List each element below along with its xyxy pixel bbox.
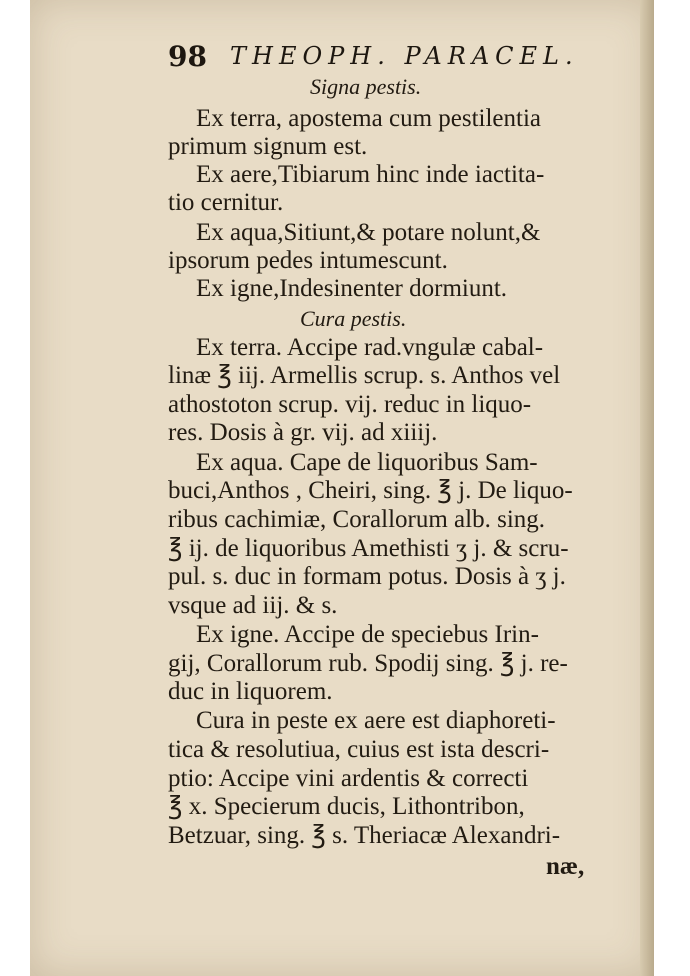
text-line: pul. s. duc in formam potus. Dosis à ʒ j. bbox=[168, 563, 566, 590]
text-line: Ex aqua,Sitiunt,& potare nolunt,& bbox=[196, 219, 541, 246]
text-line: athostoton scrup. vij. reduc in liquo- bbox=[168, 391, 532, 418]
text-line: ℥ x. Specierum ducis, Lithontribon, bbox=[168, 793, 525, 820]
text-line: Cura in peste ex aere est diaphoreti- bbox=[196, 707, 556, 734]
text-line: tica & resolutiua, cuius est ista descri- bbox=[168, 736, 550, 763]
text-line: ℥ ij. de liquoribus Amethisti ʒ j. & scru- bbox=[168, 535, 569, 562]
text-line: tio cernitur. bbox=[168, 189, 284, 216]
section-heading-cure: Cura pestis. bbox=[300, 306, 407, 331]
page-edge bbox=[640, 0, 654, 976]
text-line: Ex igne,Indesinenter dormiunt. bbox=[196, 275, 508, 302]
text-line: Ex igne. Accipe de speciebus Irin- bbox=[196, 621, 539, 648]
text-line: primum signum est. bbox=[168, 133, 368, 160]
text-line: ipsorum pedes intumescunt. bbox=[168, 247, 448, 274]
text-line: ptio: Accipe vini ardentis & correcti bbox=[168, 765, 529, 792]
text-line: duc in liquorem. bbox=[168, 678, 333, 705]
text-line: res. Dosis à gr. vij. ad xiiij. bbox=[168, 419, 438, 446]
page-number: 98 bbox=[168, 40, 207, 73]
text-line: ribus cachimiæ, Corallorum alb. sing. bbox=[168, 506, 546, 533]
text-line: Ex aqua. Cape de liquoribus Sam- bbox=[196, 449, 538, 476]
text-line: Betzuar, sing. ℥ s. Theriacæ Alexandri- bbox=[168, 822, 561, 849]
catchword: næ, bbox=[546, 853, 585, 880]
text-line: linæ ℥ iij. Armellis scrup. s. Anthos vel bbox=[168, 362, 561, 389]
text-line: gij, Corallorum rub. Spodij sing. ℥ j. re- bbox=[168, 650, 568, 677]
text-line: Ex terra. Accipe rad.vngulæ cabal- bbox=[196, 334, 544, 361]
text-line: buci,Anthos , Cheiri, sing. ℥ j. De liquo- bbox=[168, 477, 573, 504]
running-title: THEOPH. PARACEL. bbox=[230, 42, 579, 70]
text-line: vsque ad iij. & s. bbox=[168, 592, 338, 619]
section-heading-signs: Signa pestis. bbox=[310, 74, 422, 99]
text-line: Ex terra, apostema cum pestilentia bbox=[196, 105, 542, 132]
text-line: Ex aere,Tibiarum hinc inde iactita- bbox=[196, 161, 545, 188]
